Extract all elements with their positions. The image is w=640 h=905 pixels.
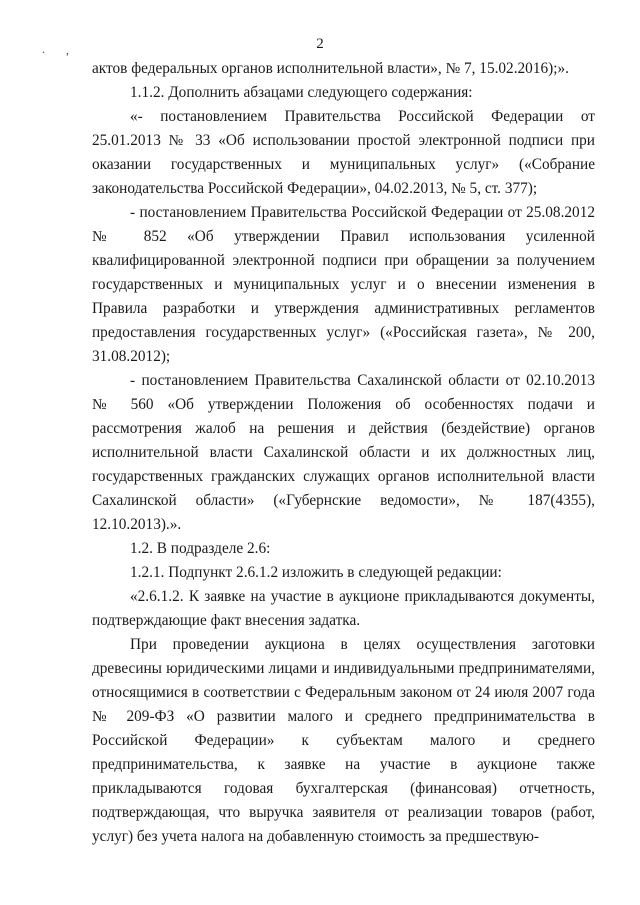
paragraph-auction-conditions: При проведении аукциона в целях осуществления заготовки древесины юридическими лицами и индивидуальными предпринимателями, относящимися в соответствии с Федеральным законом от 24 июля 2007 года № 209-ФЗ «О развитии малого и среднего предпринимательства в Российской Федерации» к субъектам малого и среднего предпринимательства, к заявке на участие в аукционе также прикладываются годовая бухгалтерская (финансовая) отчетность, подтверждающая, что выручка заявителя от реализации товаров (работ, услуг) без учета налога на добавленную стоимость за предшествую- xyxy=(92,636,595,845)
paragraph-2-6-1-2: «2.6.1.2. К заявке на участие в аукционе прикладываются документы, подтверждающие факт внесения задатка. xyxy=(92,588,595,629)
page-number: 2 xyxy=(316,36,324,52)
paragraph-resolution-33: «- постановлением Правительства Российской Федерации от 25.01.2013 № 33 «Об использовании простой электронной подписи при оказании государственных и муниципальных услуг» («Собрание законодательства Российской Федерации», 04.02.2013, № 5, ст. 377); xyxy=(92,108,595,197)
paragraph-resolution-560: - постановлением Правительства Сахалинской области от 02.10.2013 № 560 «Об утверждении Положения об особенностях подачи и рассмотрения жалоб на решения и действия (бездействие) органов исполнительной власти Сахалинской области и их должностных лиц, государственных гражданских служащих органов исполнительной власти Сахалинской области» («Губернские ведомости», № 187(4355), 12.10.2013).». xyxy=(92,372,595,533)
paragraph-1-1-2: 1.1.2. Дополнить абзацами следующего содержания: xyxy=(130,84,473,101)
paragraph-continuation: актов федеральных органов исполнительной власти», № 7, 15.02.2016);». xyxy=(92,60,569,77)
paragraph-resolution-852: - постановлением Правительства Российской Федерации от 25.08.2012 № 852 «Об утверждении Правил использования усиленной квалифицированной электронной подписи при обращении за получением государственных и муниципальных услуг и о внесении изменения в Правила разработки и утверждения административных регламентов предоставления государственных услуг» («Российская газета», № 200, 31.08.2012); xyxy=(92,204,595,365)
scan-mark: , xyxy=(66,43,69,57)
paragraph-1-2-1: 1.2.1. Подпункт 2.6.1.2 изложить в следующей редакции: xyxy=(130,564,502,581)
paragraph-1-2: 1.2. В подразделе 2.6: xyxy=(130,540,271,557)
document-body xyxy=(92,57,595,849)
scan-mark: . xyxy=(42,42,45,56)
